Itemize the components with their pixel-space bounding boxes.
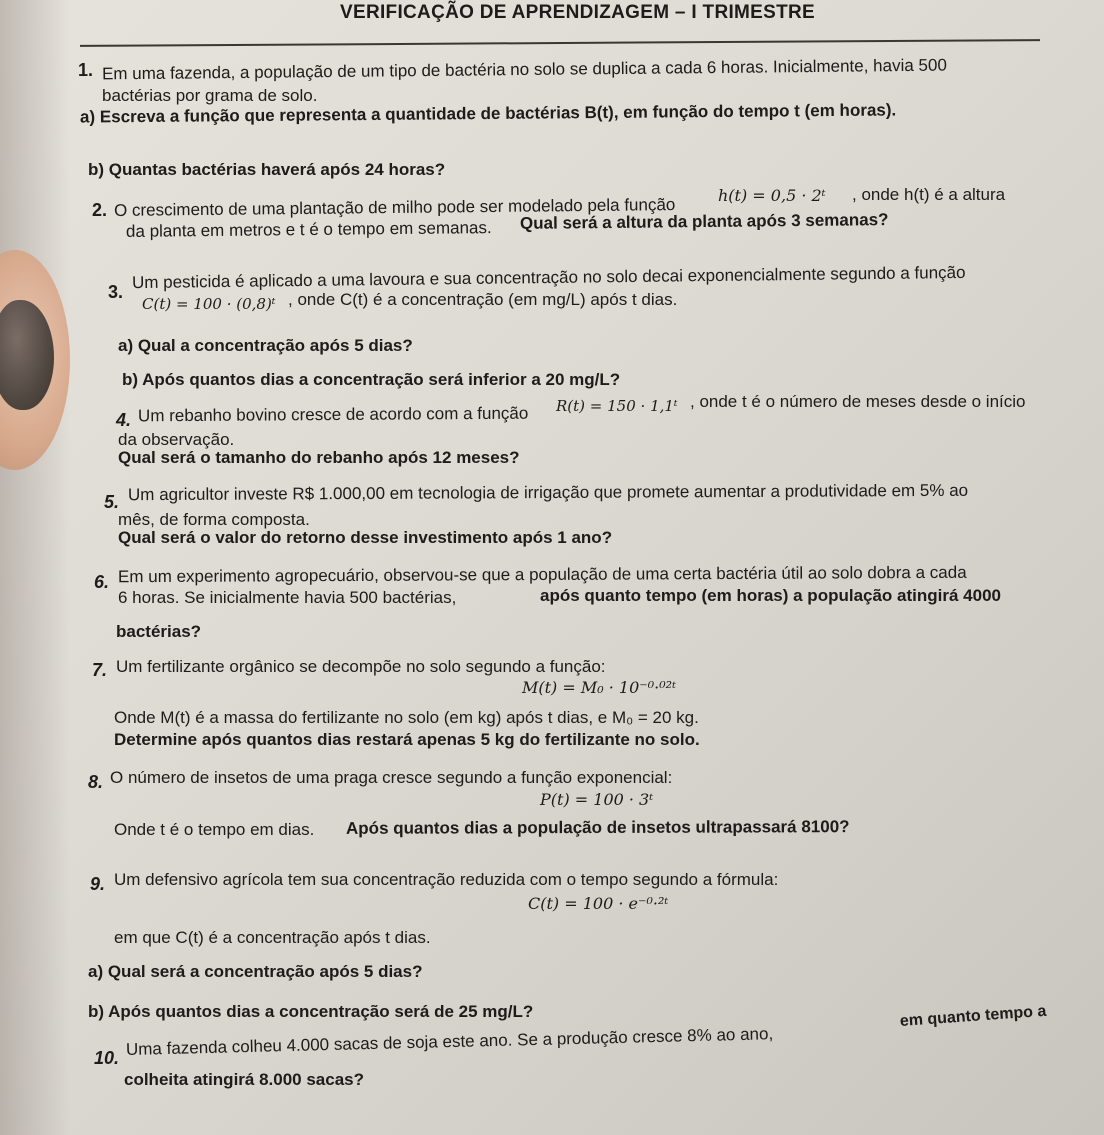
q1-number: 1. [78, 60, 94, 80]
q6-text-line3: bactérias? [116, 622, 202, 641]
q3-number: 3. [108, 282, 124, 302]
q7-question: Determine após quantos dias restará apenas 5 kg do fertilizante no solo. [114, 730, 700, 749]
q4-text-line1b: , onde t é o número de meses desde o início [690, 392, 1026, 411]
q8-number: 8. [88, 772, 104, 792]
q9-text-line1: Um defensivo agrícola tem sua concentração reduzida com o tempo segundo a fórmula: [114, 870, 779, 889]
q8-text-line1: O número de insetos de uma praga cresce segundo a função exponencial: [110, 768, 673, 787]
q9-formula: C(t) = 100 · e⁻⁰·²ᵗ [528, 894, 669, 913]
q7-number: 7. [92, 660, 108, 680]
q7-text-line2: Onde M(t) é a massa do fertilizante no solo (em kg) após t dias, e M₀ = 20 kg. [114, 708, 699, 727]
q6-number: 6. [94, 572, 110, 592]
q5-number: 5. [104, 492, 120, 512]
q4-number: 4. [116, 410, 132, 430]
q4-text-line1a: Um rebanho bovino cresce de acordo com a função [137, 403, 529, 426]
q10-question: colheita atingirá 8.000 sacas? [124, 1070, 365, 1089]
q3-text-line2: , onde C(t) é a concentração (em mg/L) após t dias. [288, 290, 678, 309]
q2-question: Qual será a altura da planta após 3 semanas? [519, 210, 889, 233]
q2-text-line2a: da planta em metros e t é o tempo em semanas. [125, 218, 492, 241]
q8-question: Após quantos dias a população de insetos ultrapassará 8100? [345, 817, 850, 838]
q10-text-line1a: Uma fazenda colheu 4.000 sacas de soja este ano. Se a produção cresce 8% ao ano, [125, 1024, 774, 1059]
q1-item-a: a) Escreva a função que representa a quantidade de bactérias B(t), em função do tempo t (em horas). [79, 100, 897, 127]
worksheet-title: VERIFICAÇÃO DE APRENDIZAGEM – I TRIMESTRE [340, 2, 816, 23]
q4-formula: R(t) = 150 · 1,1ᵗ [556, 397, 678, 415]
q4-text-line2: da observação. [118, 430, 235, 449]
q6-text-line1: Em um experimento agropecuário, observou-se que a população de uma certa bactéria útil ao solo dobra a cada [117, 562, 967, 587]
q10-text-line1b: em quanto tempo a [899, 1002, 1047, 1030]
q9-number: 9. [90, 874, 106, 894]
q5-text-line1: Um agricultor investe R$ 1.000,00 em tecnologia de irrigação que promete aumentar a produtividade em 5% ao [127, 480, 969, 505]
q3-item-a: a) Qual a concentração após 5 dias? [118, 336, 413, 355]
q2-text-line1a: O crescimento de uma plantação de milho pode ser modelado pela função [113, 195, 676, 220]
q1-text-line1: Em uma fazenda, a população de um tipo de bactéria no solo se duplica a cada 6 horas. Inicialmente, havia 500 [101, 55, 947, 84]
q4-question: Qual será o tamanho do rebanho após 12 meses? [118, 448, 520, 467]
q6-question: após quanto tempo (em horas) a população atingirá 4000 [540, 586, 1001, 605]
q5-question: Qual será o valor do retorno desse investimento após 1 ano? [118, 528, 613, 547]
q5-text-line2: mês, de forma composta. [118, 510, 310, 529]
q2-text-line1b: , onde h(t) é a altura [852, 185, 1006, 204]
q9-item-b: b) Após quantos dias a concentração será de 25 mg/L? [88, 1002, 534, 1021]
q1-item-b: b) Quantas bactérias haverá após 24 horas? [88, 160, 446, 179]
q9-item-a: a) Qual será a concentração após 5 dias? [88, 962, 423, 981]
title-underline [80, 39, 1040, 47]
q2-number: 2. [92, 200, 108, 220]
q8-text-line2a: Onde t é o tempo em dias. [114, 820, 315, 839]
q8-formula: P(t) = 100 · 3ᵗ [540, 790, 654, 809]
q3-text-line1: Um pesticida é aplicado a uma lavoura e sua concentração no solo decai exponencialmente segundo a função [131, 262, 966, 293]
q7-formula: M(t) = M₀ · 10⁻⁰·⁰²ᵗ [522, 678, 677, 697]
q3-item-b: b) Após quantos dias a concentração será inferior a 20 mg/L? [122, 370, 621, 389]
q7-text-line1: Um fertilizante orgânico se decompõe no solo segundo a função: [116, 657, 606, 676]
q3-formula: C(t) = 100 · (0,8)ᵗ [142, 295, 276, 313]
q1-text-line2: bactérias por grama de solo. [102, 86, 318, 105]
q2-formula: h(t) = 0,5 · 2ᵗ [718, 186, 826, 205]
q6-text-line2a: 6 horas. Se inicialmente havia 500 bactérias, [118, 588, 457, 607]
q10-number: 10. [94, 1048, 120, 1068]
q9-text-line2: em que C(t) é a concentração após t dias. [114, 928, 431, 947]
